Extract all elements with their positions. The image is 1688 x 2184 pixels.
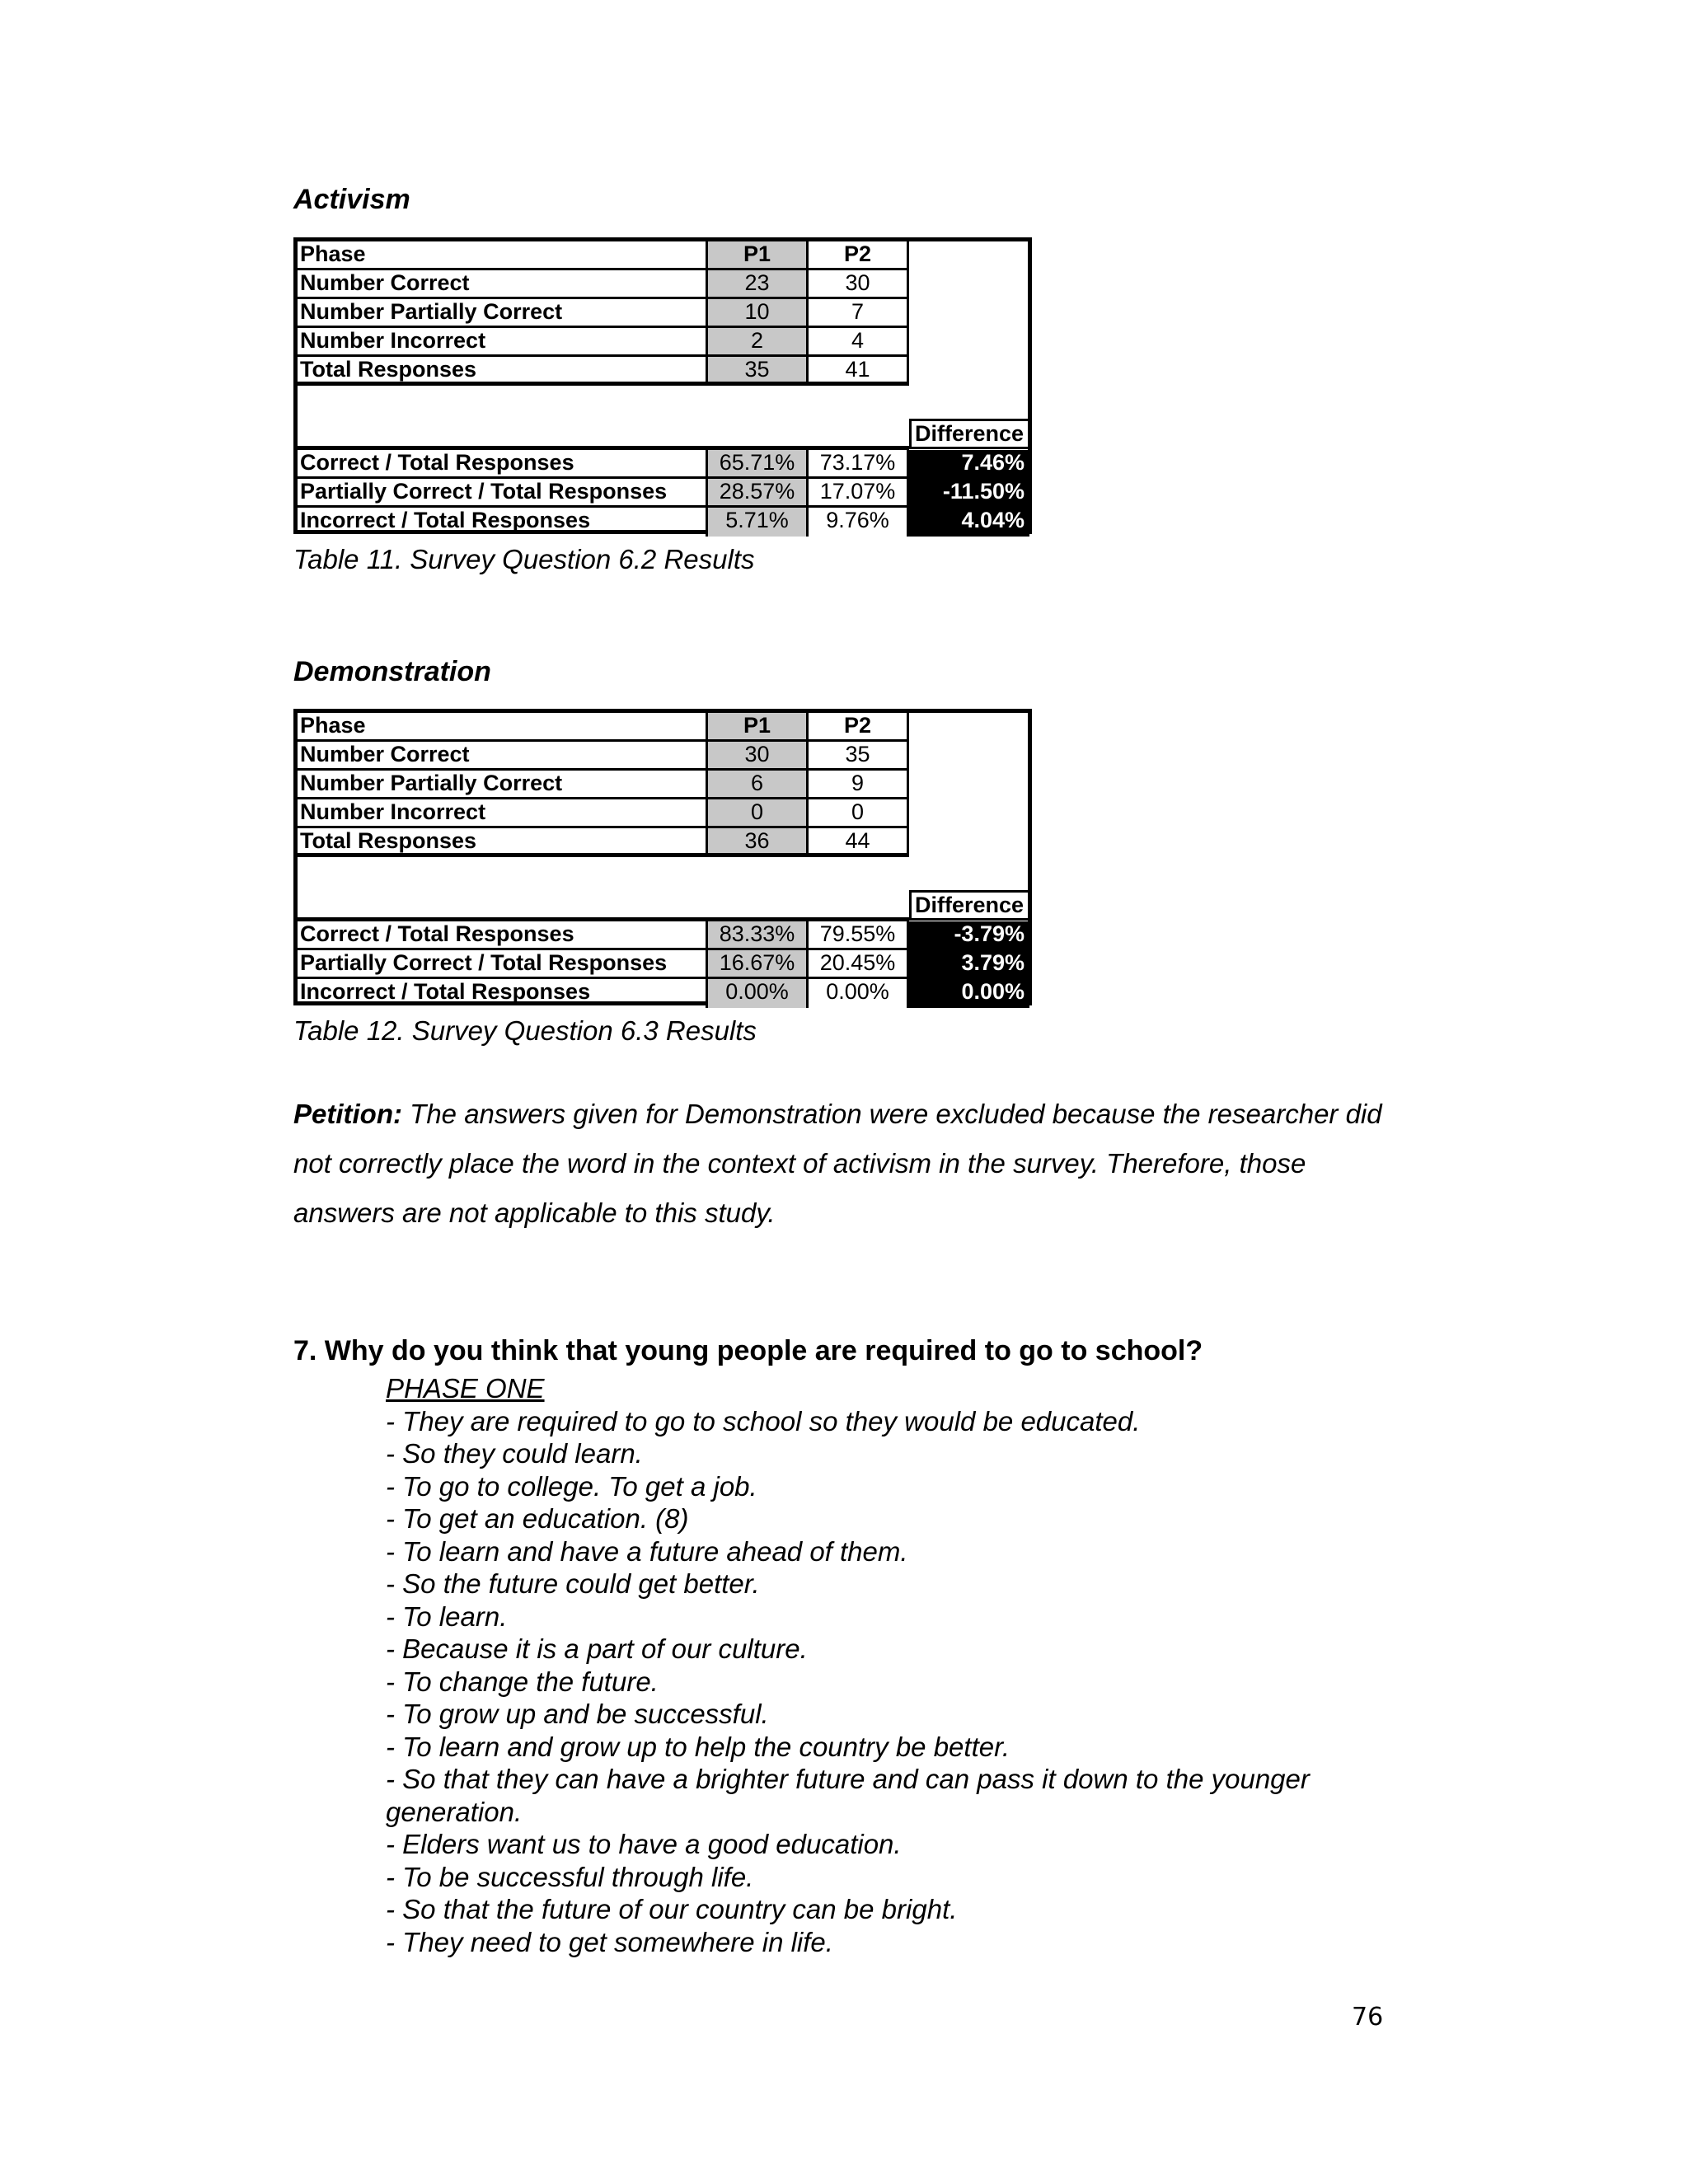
row-label: Incorrect / Total Responses — [298, 508, 708, 537]
p1-value: 5.71% — [708, 508, 809, 537]
row-label: Number Correct — [298, 270, 708, 299]
p2-value: 35 — [809, 742, 909, 771]
header-phase: Phase — [298, 713, 708, 742]
p2-value: 9.76% — [809, 508, 909, 537]
list-item: - To learn and have a future ahead of them. — [386, 1535, 908, 1567]
list-item: - To get an education. (8) — [386, 1503, 689, 1534]
list-item: - To learn and grow up to help the country be better. — [386, 1731, 1010, 1762]
answers-list — [386, 1372, 1424, 1958]
table-row — [298, 508, 1029, 537]
p2-value: 4 — [809, 328, 909, 357]
list-item: - To go to college. To get a job. — [386, 1470, 757, 1502]
table-header-row — [298, 713, 909, 742]
header-p2: P2 — [809, 241, 909, 270]
list-item: - Because it is a part of our culture. — [386, 1633, 808, 1664]
p2-value: 79.55% — [809, 921, 909, 950]
row-label: Partially Correct / Total Responses — [298, 950, 708, 979]
p1-value: 35 — [708, 357, 809, 386]
table-row — [298, 979, 1029, 1008]
petition-text: The answers given for Demonstration were excluded because the researcher did not correctly place the word in the context of activism in the survey. Therefore, those answers are not applicable to this study. — [293, 1099, 1382, 1228]
table-row — [298, 771, 909, 799]
row-label: Number Incorrect — [298, 328, 708, 357]
p1-value: 0 — [708, 799, 809, 828]
list-item: - To be successful through life. — [386, 1861, 754, 1892]
row-label: Correct / Total Responses — [298, 921, 708, 950]
list-item: - To learn. — [386, 1601, 508, 1632]
p2-value: 7 — [809, 299, 909, 328]
petition-paragraph — [293, 1090, 1398, 1238]
difference-value: 4.04% — [909, 508, 1029, 537]
p1-value: 23 — [708, 270, 809, 299]
p2-value: 17.07% — [809, 479, 909, 508]
results-table-activism — [293, 237, 1032, 534]
p1-value: 65.71% — [708, 450, 809, 479]
phase-label: PHASE ONE — [386, 1373, 545, 1404]
row-label: Number Correct — [298, 742, 708, 771]
section-title-activism: Activism — [293, 184, 410, 215]
list-item: - So the future could get better. — [386, 1568, 760, 1599]
row-label: Number Partially Correct — [298, 299, 708, 328]
p2-value: 44 — [809, 828, 909, 857]
table-row — [298, 799, 909, 828]
p1-value: 30 — [708, 742, 809, 771]
table-row — [298, 357, 909, 386]
table-row — [298, 299, 909, 328]
difference-value: 7.46% — [909, 450, 1029, 479]
difference-value: 3.79% — [909, 950, 1029, 979]
results-table-demonstration — [293, 709, 1032, 1005]
list-item: - So that they can have a brighter future and can pass it down to the younger generation. — [386, 1764, 1310, 1827]
p1-value: 2 — [708, 328, 809, 357]
table-row — [298, 450, 1029, 479]
table-caption: Table 11. Survey Question 6.2 Results — [293, 544, 755, 574]
row-label: Total Responses — [298, 828, 708, 857]
p1-value: 28.57% — [708, 479, 809, 508]
p1-value: 6 — [708, 771, 809, 799]
p2-value: 0 — [809, 799, 909, 828]
table-row — [298, 742, 909, 771]
row-label: Partially Correct / Total Responses — [298, 479, 708, 508]
table-row — [298, 328, 909, 357]
p1-value: 10 — [708, 299, 809, 328]
table-row — [298, 270, 909, 299]
list-item: - They need to get somewhere in life. — [386, 1926, 833, 1957]
difference-header: Difference — [909, 890, 1032, 921]
p2-value: 20.45% — [809, 950, 909, 979]
list-item: - Elders want us to have a good education. — [386, 1829, 902, 1859]
p2-value: 30 — [809, 270, 909, 299]
p1-value: 36 — [708, 828, 809, 857]
list-item: - So they could learn. — [386, 1438, 643, 1469]
p1-value: 83.33% — [708, 921, 809, 950]
row-label: Number Incorrect — [298, 799, 708, 828]
row-label: Total Responses — [298, 357, 708, 386]
p2-value: 0.00% — [809, 979, 909, 1008]
table-row — [298, 921, 1029, 950]
table-row — [298, 479, 1029, 508]
petition-term: Petition: — [293, 1099, 402, 1129]
list-item: - To change the future. — [386, 1666, 659, 1697]
difference-header: Difference — [909, 419, 1032, 449]
table-row — [298, 828, 909, 857]
difference-value: 0.00% — [909, 979, 1029, 1008]
list-item: - So that the future of our country can be bright. — [386, 1894, 958, 1924]
p2-value: 73.17% — [809, 450, 909, 479]
row-label: Incorrect / Total Responses — [298, 979, 708, 1008]
page-number: 76 — [1352, 2003, 1384, 2032]
header-phase: Phase — [298, 241, 708, 270]
difference-value: -11.50% — [909, 479, 1029, 508]
difference-value: -3.79% — [909, 921, 1029, 950]
p1-value: 0.00% — [708, 979, 809, 1008]
p1-value: 16.67% — [708, 950, 809, 979]
header-p1: P1 — [708, 241, 809, 270]
question-heading: 7. Why do you think that young people are required to go to school? — [293, 1335, 1203, 1366]
table-row — [298, 950, 1029, 979]
table-header-row — [298, 241, 909, 270]
row-label: Correct / Total Responses — [298, 450, 708, 479]
p2-value: 9 — [809, 771, 909, 799]
p2-value: 41 — [809, 357, 909, 386]
header-p2: P2 — [809, 713, 909, 742]
section-title-demonstration: Demonstration — [293, 656, 491, 687]
list-item: - They are required to go to school so they would be educated. — [386, 1405, 1141, 1436]
table-caption: Table 12. Survey Question 6.3 Results — [293, 1015, 757, 1046]
header-p1: P1 — [708, 713, 809, 742]
list-item: - To grow up and be successful. — [386, 1699, 769, 1729]
row-label: Number Partially Correct — [298, 771, 708, 799]
